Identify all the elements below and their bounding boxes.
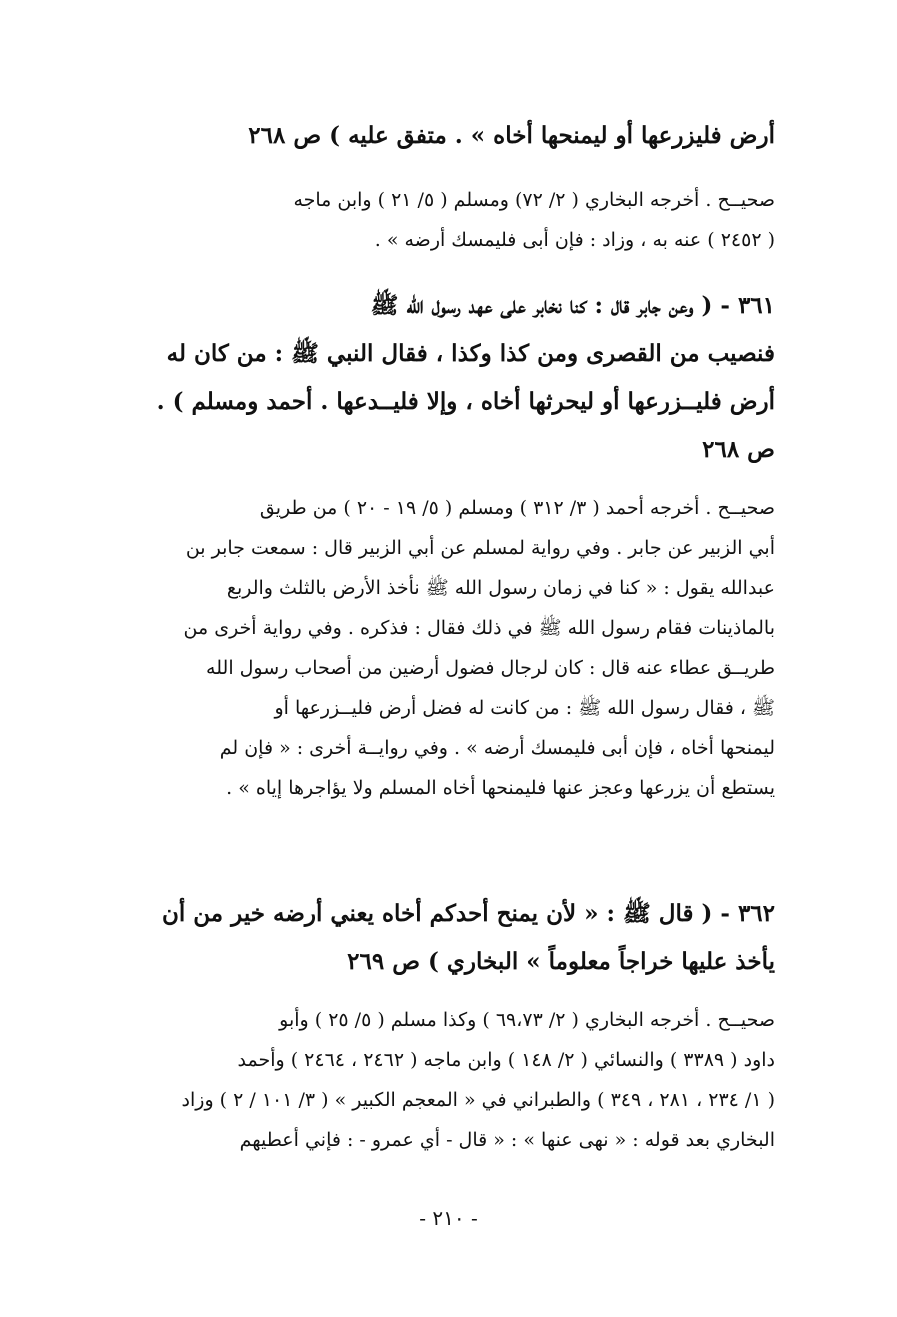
text-line: فنصيب من القصرى ومن كذا وكذا ، فقال النبي ﷺ : من كان له: [166, 340, 775, 367]
text-line: صحيــح . أخرجه أحمد ( ٣/ ٣١٢ ) ومسلم ( ٥/ ١٩ - ٢٠ ) من طريق: [259, 497, 775, 519]
text-line: صحيــح . أخرجه البخاري ( ٢/ ٧٢) ومسلم ( ٥/ ٢١ ) وابن ماجه: [293, 189, 775, 211]
page-number: - ٢١٠ -: [419, 1206, 478, 1230]
commentary-360: [107, 180, 775, 260]
text-line: ﷺ ، فقال رسول الله ﷺ : من كانت له فضل أرض فليــزرعها أو: [274, 697, 775, 719]
text-line: صحيــح . أخرجه البخاري ( ٢/ ٦٩،٧٣ ) وكذا مسلم ( ٥/ ٢٥ ) وأبو: [279, 1009, 775, 1031]
text-line: ليمنحها أخاه ، فإن أبى فليمسك أرضه » . وفي روايــة أخرى : « فإن لم: [219, 737, 775, 759]
hadith-360-tail: [107, 112, 775, 160]
text-line: أرض فليزرعها أو ليمنحها أخاه » . متفق عليه ) ص ٢٦٨: [248, 122, 775, 149]
commentary-361: [107, 488, 775, 808]
hadith-361: [107, 282, 775, 474]
text-line: البخاري بعد قوله : « نهى عنها » : « قال - أي عمرو - : فإني أعطيهم: [239, 1129, 775, 1151]
text-line: عبدالله يقول : « كنا في زمان رسول الله ﷺ نأخذ الأرض بالثلث والربع: [226, 577, 775, 599]
commentary-362: [107, 1000, 775, 1160]
text-line: ٣٦١ - ( وعن جابر قال : كنا نخابر على عهد رسول الله ﷺ: [370, 292, 775, 319]
text-line: ص ٢٦٨: [702, 436, 775, 463]
text-line: ( ١/ ٢٣٤ ، ٢٨١ ، ٣٤٩ ) والطبراني في « المعجم الكبير » ( ٣/ ١٠١ / ٢ ) وزاد: [181, 1089, 775, 1111]
hadith-362: [107, 890, 775, 986]
text-line: أرض فليــزرعها أو ليحرثها أخاه ، وإلا فليــدعها . أحمد ومسلم ) .: [156, 388, 775, 415]
text-line: داود ( ٣٣٨٩ ) والنسائي ( ٢/ ١٤٨ ) وابن ماجه ( ٢٤٦٢ ، ٢٤٦٤ ) وأحمد: [237, 1049, 775, 1071]
text-line: يأخذ عليها خراجاً معلوماً » البخاري ) ص ٢٦٩: [347, 948, 775, 975]
text-line: يستطع أن يزرعها وعجز عنها فليمنحها أخاه المسلم ولا يؤاجرها إياه » .: [226, 777, 775, 799]
text-line: طريــق عطاء عنه قال : كان لرجال فضول أرضين من أصحاب رسول الله: [206, 657, 775, 679]
text-line: ( ٢٤٥٢ ) عنه به ، وزاد : فإن أبى فليمسك أرضه » .: [374, 229, 775, 251]
text-line: بالماذينات فقام رسول الله ﷺ في ذلك فقال : فذكره . وفي رواية أخرى من: [183, 617, 775, 639]
text-line: أبي الزبير عن جابر . وفي رواية لمسلم عن أبي الزبير قال : سمعت جابر بن: [185, 537, 775, 559]
text-line: ٣٦٢ - ( قال ﷺ : « لأن يمنح أحدكم أخاه يعني أرضه خير من أن: [162, 900, 775, 927]
